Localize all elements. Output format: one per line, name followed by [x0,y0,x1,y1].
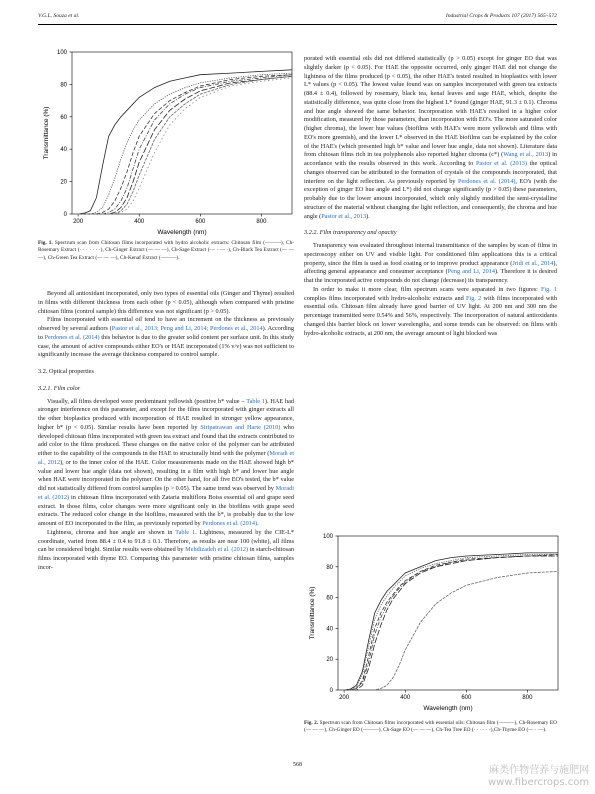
figure-1-caption-label: Fig. 1. [38,240,53,246]
watermark-line: 麻类作物营养与施肥网 [489,765,590,776]
x-tick-label: 200 [339,695,350,701]
figure-1-chart [38,44,300,240]
series-line [78,78,292,214]
series-line [78,76,292,214]
y-tick-label: 0 [329,688,333,694]
series-line [344,556,558,690]
text-run: Lightness, chroma and hue angle are shown in [47,528,176,536]
x-tick-label: 800 [522,695,533,701]
y-tick-label: 80 [326,564,333,571]
text-run: with films incorporated with essential oils. Chitosan film already have good barrier of UV light. At 200 nm and 300 nm the percentage transmitted were 0.54% and 56%, respectively. The incorporation of natural antioxidants changed this barrier block on lower wavelengths, and some trends can be observed: on films with hydro-alcoholic extracts, at 200 nm, the average amount of light blocked was [304,294,557,337]
citation-link[interactable]: Perdones et al. (2014) [44,333,100,341]
series-line [78,70,292,214]
paragraph [38,316,294,360]
y-tick-label: 0 [63,212,67,218]
table-link[interactable]: Table 1 [175,528,196,536]
figure-2-chart [304,528,566,716]
figure-2-caption-text: Spectrum scan from Chitosan films incorporated with essential oils: Chitosan film (———), Ch-Rosemary EO (— — —), Ch-Ginger EO (———), Ch-Sage EO (— — —), Ch-Tea Tree EO (· · · · · ·),Ch-Thyme EO (— · —). [304,720,557,734]
page-number: 568 [293,762,302,768]
figure-link[interactable]: Fig. 2 [465,294,482,302]
running-header-authors: V.G.L. Souza et al. [38,13,80,19]
figure-1-caption-text: Spectrum scan from Chitosan films incorporated with hydro alcoholic extracts: Chitosan film (———), Ch-Rosemary Extract (· · · · · · ·), Ch-Ginger Extract (— — —), Ch-Sage Extract (— · — ·), Ch-Black Tea Extract (— — —), Ch-Green Tea Extract (— — —), Ch-Kenaf Extract (———). [38,240,294,261]
x-tick-label: 600 [195,219,206,225]
citation-link[interactable]: Pastor et al. (2013) [475,160,527,167]
text-run: ). According to [38,325,294,341]
citation-link[interactable]: Pastor et al., 2013 [321,212,367,220]
text-run: in chitosan films incorporated with Zataria multiflora Boiss essential oil and grape seed extract. In those films, color changes were more significant only in the biofilms with grape seed extracts. The reduced color change in the biofilms, measured with the b*, is probably due to the low amount of EO incorporated in the film, as previously reported by [38,493,294,527]
text-run: in starch-chitosan films incorporated with thyme EO. Comparing this parameter with pristine chitosan films, samples incor- [38,546,294,571]
left-column-text [38,290,294,573]
text-run: . [257,520,259,527]
watermark-line: www.fibercrops.com [488,777,590,788]
subsection-heading: 3.2.2. Film transparency and opacity [304,229,397,237]
text-run: . Lightness, measured by the CIE-L* coordinate, varied from 88.4 ± 0.4 to 91.8 ± 0.1. Therefore, as results are near 100 (white), all films can be considered bright. Similar results were obtained by [38,528,295,554]
y-axis-label: Transmittance (%) [43,106,50,160]
paragraph [304,286,557,339]
figure-1-caption [38,240,294,262]
citation-link[interactable]: Mehdizadeh et al. (2012) [185,546,249,554]
figure-link[interactable]: Fig. 1 [540,285,557,293]
citation-link[interactable]: Pastor et al., 2013; Peng and Li, 2014; Perdones et al., 2014 [111,325,263,332]
right-column-text [304,55,557,338]
text-run: Visually, all films developed were predominant yellowish (positive b* value – [47,397,247,405]
citation-link[interactable]: Perdones et al. (2014) [457,177,516,185]
series-line [344,556,558,690]
x-tick-label: 400 [400,695,411,701]
x-tick-label: 400 [134,219,145,225]
text-run: complies films incorporated with hydro-alcoholic extracts and [304,294,466,302]
table-link[interactable]: Table 1 [246,397,265,405]
header-rule [38,24,557,25]
watermark [488,765,589,789]
paragraph [38,398,294,529]
citation-link[interactable]: Perdones et al. (2014) [202,520,258,527]
text-run: this behavior is due to the greater solid content per surface unit. In this study case, the amount of active compounds either EO's or HAE incorporated (1% v/v) was not sufficient to significantly increase the average thickness compared to control sample. [38,333,294,359]
text-run: ) in accordance with the results observed in this work. According to [304,151,558,167]
text-run: ), or to the inner color of the HAE. Color measurements made on the HAE showed high b* value and lower hue angle (data not shown), resulting in a film with high b* and lower hue angle when HAE were incorporated in the polymer. On the other hand, for all five EO's tested, the b* value did not statistically differed from control samples (p > 0.05). The same trend was observed by [38,458,294,492]
paragraph: Beyond all antioxidant incorporated, only two types of essential oils (Ginger and Thyme) resulted in films with different thickness from each other (p < 0.05), although when compared with pristine chitosan films (control sample) this difference was not significant (p > 0.05). [38,290,294,315]
citation-link[interactable]: Peng and Li, 2014 [447,268,495,276]
y-tick-label: 60 [60,114,67,121]
y-tick-label: 40 [326,626,333,633]
y-tick-label: 20 [326,657,333,664]
running-header-journal: Industrial Crops & Products 107 (2017) 565–572 [445,13,557,19]
text-run: who developed chitosan films incorporated with green tea extract and found that the extracts contributed to add color to the films produced. These changes on the native color of the polymer can be attributed either to the capability of the compounds in the HAE to structurally bind with the polymer ( [38,423,295,457]
section-heading: 3.2. Optical properties [38,368,94,375]
citation-link[interactable]: Jridi et al., 2014 [512,259,554,267]
citation-link[interactable]: Siripatrawan and Harte (2010) [200,423,281,431]
text-run: ). [366,212,370,220]
series-line [344,555,558,691]
text-run: In order to make it more clear, film spectrum scans were separated in two figures: [313,285,541,293]
text-run: porated with essential oils did not differed statistically (p > 0.05) except for ginger EO that was slightly darker (p < 0.05). For HAE the opposite occurred, only ginger HAE did not change the lightness of the films produced (p < 0.05), the other HAE's tested resulted in bioplastics with lower L* values (p < 0.05). The lowest value found was on samples incorporated with green tea extracts (88.4 ± 0.4), followed by rosemary, black tea, kenaf leaves and sage HAE, which, despite the statistically difference, was quite close from the highest L* found (ginger HAE, 91.3 ± 0.1). Chroma and hue angle showed the same behavior. Incorporation with HAE's resulted in a higher color modification, measured by those parameters, than incorporation with EO's. The more saturated color (higher chroma), the lower hue values (biofilms with HAE's were more yellowish and films with EO's more greenish), and the lower L* observed in the HAE biofilms can be explained by the color of the HAE's (which presented high b* value and lower hue angle, data not shown). Literature data from chitosan films rich in tea polyphenols also reported higher chroma (c*) ( [304,55,557,159]
x-tick-label: 800 [256,219,267,225]
series-line [78,75,292,214]
y-tick-label: 100 [322,534,333,540]
x-tick-label: 200 [73,219,84,225]
x-axis-label: Wavelength (nm) [423,705,473,712]
figure-2-caption [304,720,557,735]
text-run: the optical changes observed can be attributed to the formation of crystals of the compounds incorporated, that interfere on the light reflection. As previously reported by [304,160,557,185]
text-run: ). Therefore it is desired that the incorporated active compounds do not change (decrease) its transparency. [304,268,557,284]
plot-frame [338,536,558,690]
paragraph [304,55,557,221]
text-run: Films incorporated with essential oil tend to have an increment on the thickness as previously observed by several authors ( [38,316,294,332]
y-tick-label: 60 [326,595,333,602]
x-axis-label: Wavelength (nm) [157,229,207,236]
citation-link[interactable]: Moradi et al., 2012 [38,450,294,466]
plot-frame [72,52,292,214]
x-tick-label: 600 [461,695,472,701]
text-run: Transparency was evaluated throughout internal transmittance of the samples by scan of films in spectroscopy either on UV and visible light. For conditioned film applications this is a critical property, since the film is used as food coating or to improve product appearance ( [304,242,557,267]
text-run: ). HAE had stronger interference on this parameter, and except for the films incorporated with ginger extracts all the other bioplastics produced with incorporation of HAE resulted in stronger yellow appearance, higher b* (p < 0.05). Similar results have been reported by [38,397,295,431]
y-tick-label: 40 [60,147,67,154]
y-tick-label: 100 [56,50,67,56]
citation-link[interactable]: Wang et al., 2013 [503,151,549,159]
series-line [78,75,292,214]
paragraph [304,242,557,286]
figure-2-caption-label: Fig. 2. [304,720,319,726]
text-run: , EO's (with the exception of ginger EO hue angle and L*) did not change significantly (p > 0.05) these parameters, probably due to the lower amount incorporated, which only slightly modified the semi-crystalline structure of the material without changing the light reflection, and consequently, the chroma and hue angle ( [304,177,557,220]
y-axis-label: Transmittance (%) [309,586,316,640]
text-run: ), affecting general appearance and consumer acceptance ( [304,259,557,276]
subsection-heading: 3.2.1. Film color [38,384,81,392]
y-tick-label: 20 [60,179,67,186]
paragraph [38,529,294,573]
y-tick-label: 80 [60,82,67,89]
series-line [78,76,292,214]
series-line [344,555,558,691]
citation-link[interactable]: Moradi et al. (2012) [38,485,294,501]
